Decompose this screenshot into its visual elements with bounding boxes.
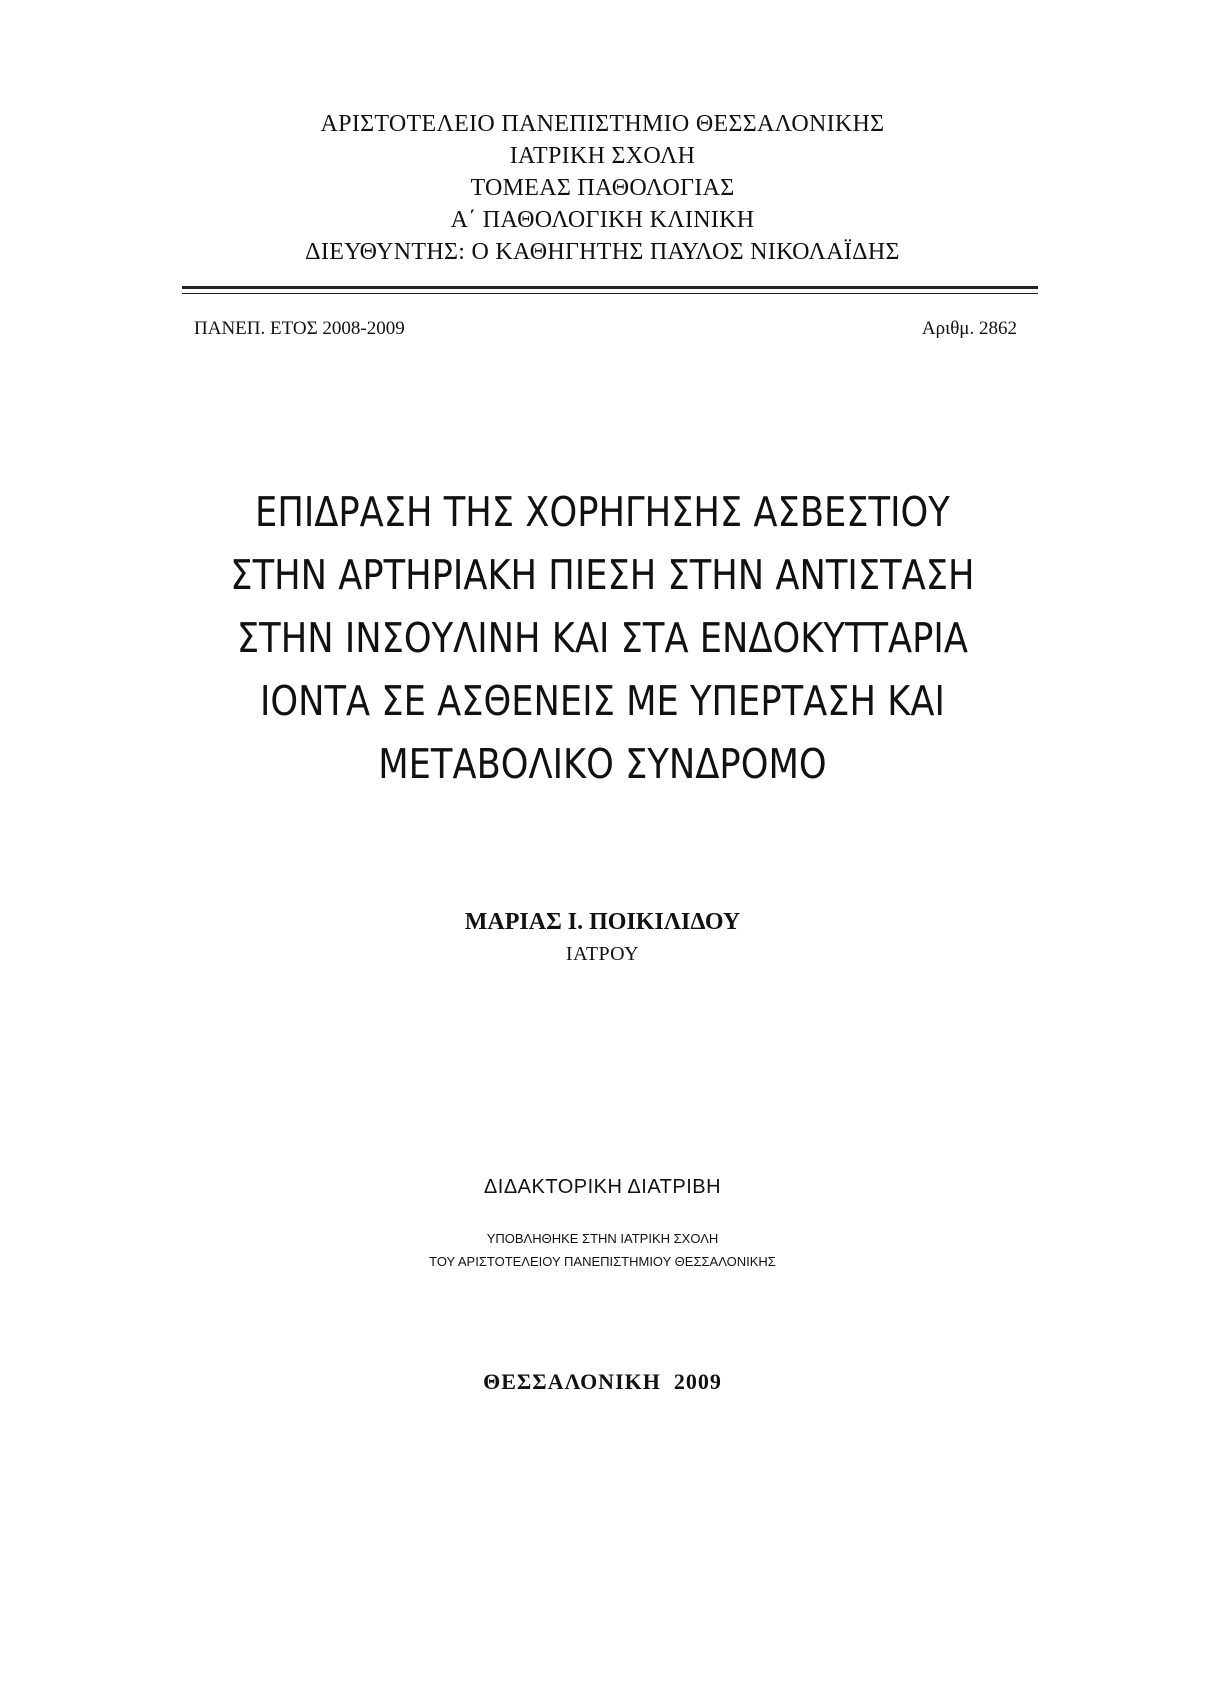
department-name: ΤΟΜΕΑΣ ΠΑΘΟΛΟΓΙΑΣ [470,175,735,201]
submission-note [0,1227,1205,1273]
institution-header [0,108,1205,268]
header-divider-thick [182,286,1038,289]
header-divider-thin [182,293,1038,294]
submission-line: ΤΟΥ ΑΡΙΣΤΟΤΕΛΕΙΟΥ ΠΑΝΕΠΙΣΤΗΜΙΟΥ ΘΕΣΣΑΛΟΝΙΚΗΣ [429,1254,776,1269]
submission-line: ΥΠΟΒΛΗΘΗΚΕ ΣΤΗΝ ΙΑΤΡΙΚΗ ΣΧΟΛΗ [486,1231,719,1246]
thesis-number: Αριθμ. 2862 [921,318,1017,339]
title-line: ΣΤΗΝ ΙΝΣΟΥΛΙΝΗ ΚΑΙ ΣΤΑ ΕΝΔΟΚΥΤΤΑΡΙΑ [236,614,968,662]
title-line: ΕΠΙΔΡΑΣΗ ΤΗΣ ΧΟΡΗΓΗΣΗΣ ΑΣΒΕΣΤΙΟΥ [255,488,950,536]
director-line: ΔΙΕΥΘΥΝΤΗΣ: Ο ΚΑΘΗΓΗΤΗΣ ΠΑΥΛΟΣ ΝΙΚΟΛΑΪΔΗΣ [305,239,900,265]
title-line: ΙΟΝΤΑ ΣΕ ΑΣΘΕΝΕΙΣ ΜΕ ΥΠΕΡΤΑΣΗ ΚΑΙ [259,677,945,725]
school-name: ΙΑΤΡΙΚΗ ΣΧΟΛΗ [509,143,696,169]
clinic-name: Α΄ ΠΑΘΟΛΟΓΙΚΗ ΚΛΙΝΙΚΗ [450,207,755,233]
academic-year: ΠΑΝΕΠ. ΕΤΟΣ 2008-2009 [194,318,405,339]
author-name: ΜΑΡΙΑΣ Ι. ΠΟΙΚΙΛΙΔΟΥ [464,909,741,935]
university-name: ΑΡΙΣΤΟΤΕΛΕΙΟ ΠΑΝΕΠΙΣΤΗΜΙΟ ΘΕΣΣΑΛΟΝΙΚΗΣ [320,111,885,137]
title-line: ΣΤΗΝ ΑΡΤΗΡΙΑΚΗ ΠΙΕΣΗ ΣΤΗΝ ΑΝΤΙΣΤΑΣΗ [230,551,975,599]
thesis-title [84,481,1120,796]
author-role: ΙΑΤΡΟΥ [565,943,640,965]
place-and-year: ΘΕΣΣΑΛΟΝΙΚΗ 2009 [483,1369,722,1394]
title-line: ΜΕΤΑΒΟΛΙΚΟ ΣΥΝΔΡΟΜΟ [378,740,827,788]
document-type: ΔΙΔΑΚΤΟΡΙΚΗ ΔΙΑΤΡΙΒΗ [483,1176,722,1198]
